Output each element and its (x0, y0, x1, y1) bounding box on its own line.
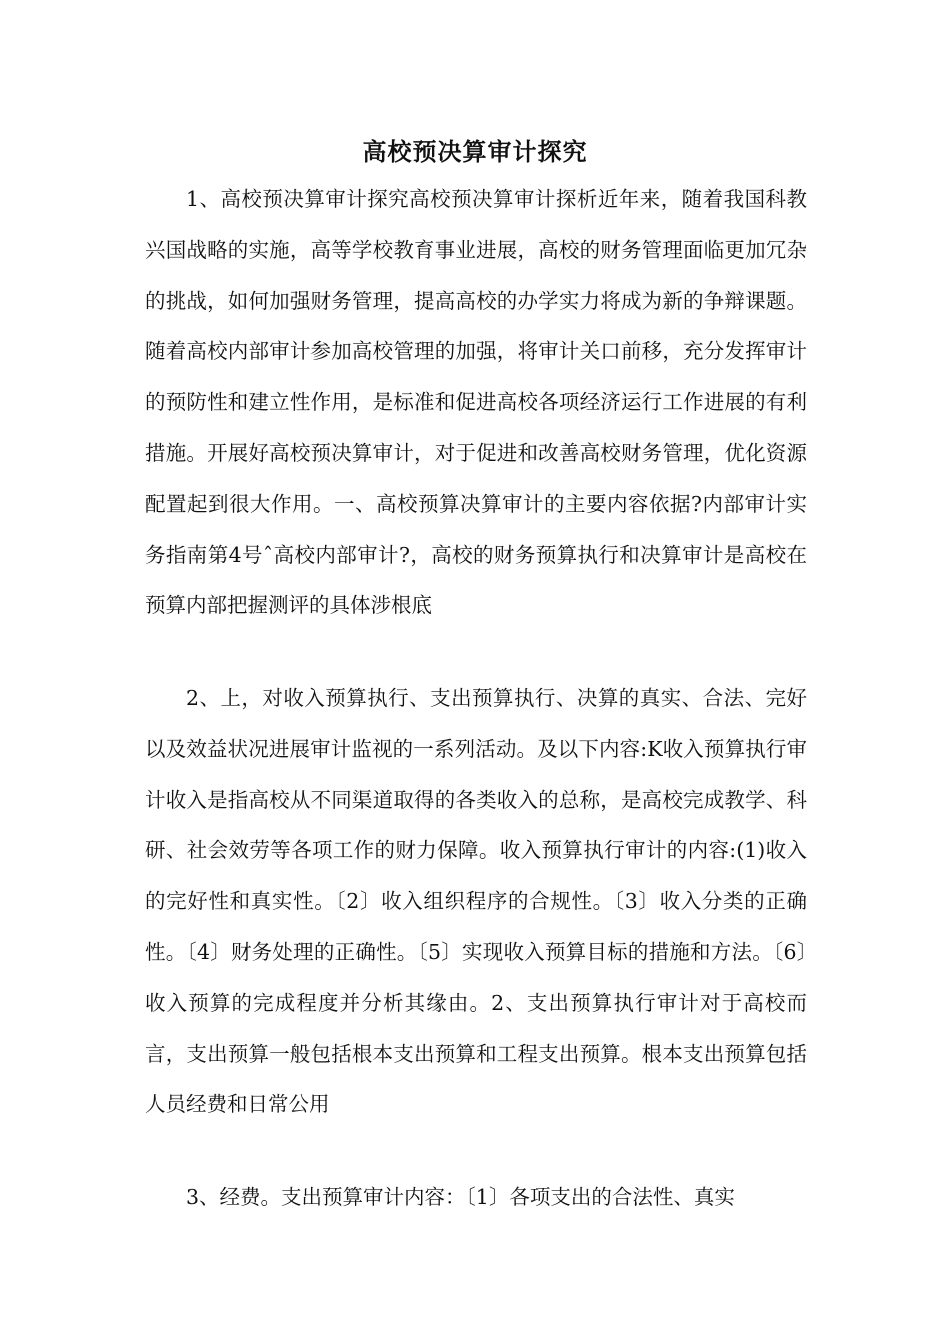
paragraph-2: 2、上，对收入预算执行、支出预算执行、决算的真实、合法、完好以及效益状况进展审计监视的一系列活动。及以下内容:K收入预算执行审计收入是指高校从不同渠道取得的各类收入的总称，是高校完成教学、科研、社会效劳等各项工作的财力保障。收入预算执行审计的内容:(1)收入的完好性和真实性。〔2〕收入组织程序的合规性。〔3〕收入分类的正确性。〔4〕财务处理的正确性。〔5〕实现收入预算目标的措施和方法。〔6〕收入预算的完成程度并分析其缘由。2、支出预算执行审计对于高校而言，支出预算一般包括根本支出预算和工程支出预算。根本支出预算包括人员经费和日常公用 (145, 686, 807, 1117)
paragraph-1: 1、高校预决算审计探究高校预决算审计探析近年来，随着我国科教兴国战略的实施，高等学校教育事业进展，高校的财务管理面临更加冗杂的挑战，如何加强财务管理，提高高校的办学实力将成为新的争辩课题。随着高校内部审计参加高校管理的加强，将审计关口前移，充分发挥审计的预防性和建立性作用，是标准和促进高校各项经济运行工作进展的有利措施。开展好高校预决算审计，对于促进和改善高校财务管理，优化资源配置起到很大作用。一、高校预算决算审计的主要内容依据?内部审计实务指南第4号ˆ高校内部审计?，高校的财务预算执行和决算审计是高校在预算内部把握测评的具体涉根底 (145, 187, 807, 618)
paragraph-3: 3、经费。支出预算审计内容：〔1〕各项支出的合法性、真实 (186, 1185, 735, 1209)
document-title: 高校预决算审计探究 (362, 137, 588, 166)
